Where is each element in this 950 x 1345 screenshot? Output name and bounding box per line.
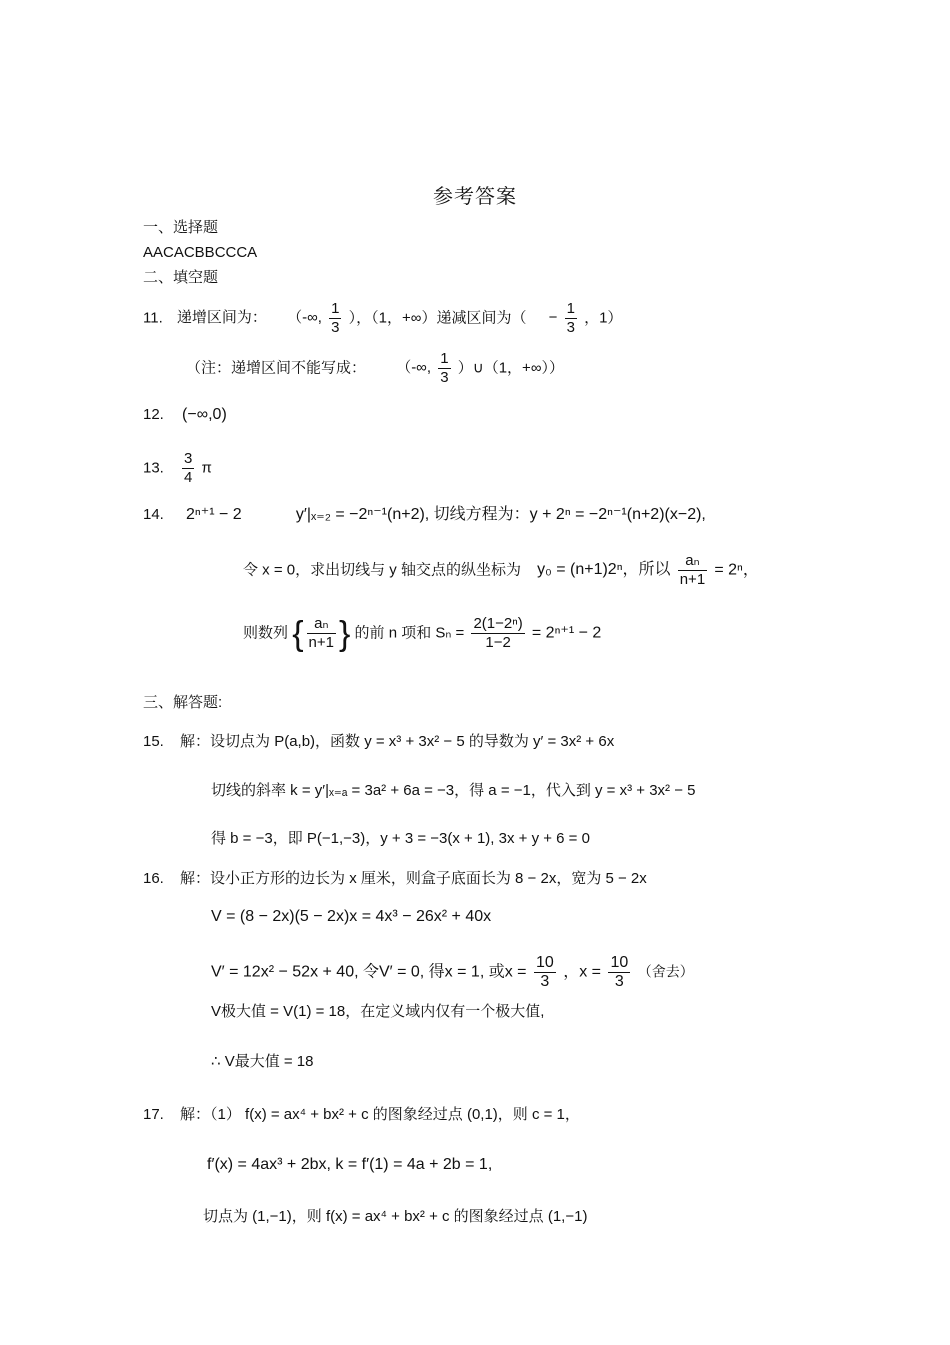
q11-text-b: （-∞, [287,309,322,327]
q12-number: 12. [143,406,164,423]
q14-text-3b: 的前 n 项和 Sₙ = [354,624,465,642]
q16-text-1: 解：设小正方形的边长为 x 厘米，则盒子底面长为 8 − 2x，宽为 5 − 2x [180,870,647,887]
q14-line-2 [243,552,759,589]
q15-line-2: 切线的斜率 k = y′|ₓ₌ₐ = 3a² + 6a = −3，得 a = −1，代入到 y = x³ + 3x² − 5 [211,782,696,799]
q15-number: 15. [143,733,164,750]
q14-number: 14. [143,506,164,523]
q13-fraction: $\frac{3}{4}$ [184,450,193,486]
q11-note-line [186,350,564,387]
q17-number: 17. [143,1106,164,1123]
section-solution-heading: 三、解答题: [143,694,223,711]
q16-number: 16. [143,870,164,887]
q17-line-3: 切点为 (1,−1)，则 f(x) = ax⁴ + bx² + c 的图象经过点 (1,−1) [203,1208,588,1225]
page-title: 参考答案 [433,184,517,208]
q16-text-3a: V′ = 12x² − 52x + 40, 令V′ = 0, 得x = 1, 或x = [211,963,527,981]
q11-line [143,300,622,337]
q14-fraction-sum: $\frac{\text{2(1−2ⁿ)}}{1-2}$ [473,615,523,651]
q14-fraction-seq: $\frac{\text{aₙ}}{n+1}$ [308,615,334,651]
q11-note-b: （-∞, [396,359,432,377]
q14-fraction-an: $\frac{\text{aₙ}}{n+1}$ [679,552,706,588]
choice-answers: AACACBBCCCA [143,244,258,261]
left-brace: { [292,614,304,653]
section-choice-heading: 一、选择题 [143,219,219,236]
q17-line-1 [143,1105,580,1125]
q13-number: 13. [143,459,164,477]
q16-fraction-2: $\frac{10}{3}$ [610,954,629,990]
q11-note-c: ）∪（1，+∞）） [457,359,565,377]
q16-line-2: V = (8 − 2x)(5 − 2x)x = 4x³ − 26x² + 40x [211,908,492,925]
q12-answer: (−∞,0) [182,406,227,423]
q17-text-1: 解：（1） f(x) = ax⁴ + bx² + c 的图象经过点 (0,1)，则 c = 1， [180,1106,580,1123]
q11-text-a: 递增区间为： [176,309,267,327]
q16-line-4: V极大值 = V(1) = 18，在定义域内仅有一个极大值, [211,1003,545,1020]
q16-fraction-1: $\frac{10}{3}$ [535,954,554,990]
q15-text-1: 解：设切点为 P(a,b)，函数 y = x³ + 3x² − 5 的导数为 y′ = 3x² + 6x [180,733,615,750]
q16-line-3 [211,954,694,991]
q17-line-2: f′(x) = 4ax³ + 2bx, k = f′(1) = 4a + 2b = 1, [207,1156,493,1173]
q15-line-3: 得 b = −3，即 P(−1,−3)，y + 3 = −3(x + 1), 3x + y + 6 = 0 [211,830,590,847]
q14-text-3a: 则数列 [243,624,289,642]
q12-line [143,405,227,425]
q11-fraction-2: $\frac{1}{3}$ [566,300,575,336]
q16-text-3c: （舍去） [637,963,694,980]
q11-fraction: $\frac{1}{3}$ [331,300,340,336]
q14-text-2c: = 2ⁿ， [714,561,759,579]
q15-line-1 [143,732,614,752]
q11-text-c: ），（1，+∞）递减区间为（ [348,309,527,327]
right-brace: } [339,614,351,653]
q14-text-2a: 令 x = 0，求出切线与 y 轴交点的纵坐标为 [243,561,521,579]
q14-text-3c: = 2ⁿ⁺¹ − 2 [531,624,602,642]
q14-line-3 [243,615,601,652]
q11-note-a: （注：递增区间不能写成： [186,359,367,377]
q11-note-fraction: $\frac{1}{3}$ [440,350,449,386]
q11-text-d: − [548,309,558,327]
q11-number: 11. [143,309,163,327]
q16-line-1 [143,869,647,889]
q14-derivation-1: y′|ₓ₌₂ = −2ⁿ⁻¹(n+2), 切线方程为：y + 2ⁿ = −2ⁿ⁻¹(n+2)(x−2), [295,506,706,523]
q14-answer: 2ⁿ⁺¹ − 2 [186,506,242,523]
q16-text-3b: ，x = [563,963,601,981]
q13-line [143,450,212,487]
section-fill-heading: 二、填空题 [143,269,219,286]
q13-pi: π [201,459,212,477]
q14-line-1 [143,505,706,525]
q14-text-2b: y₀ = (n+1)2ⁿ，所以 [537,561,671,579]
q16-line-5: ∴ V最大值 = 18 [211,1053,314,1070]
q11-text-e: ，1） [584,309,623,327]
